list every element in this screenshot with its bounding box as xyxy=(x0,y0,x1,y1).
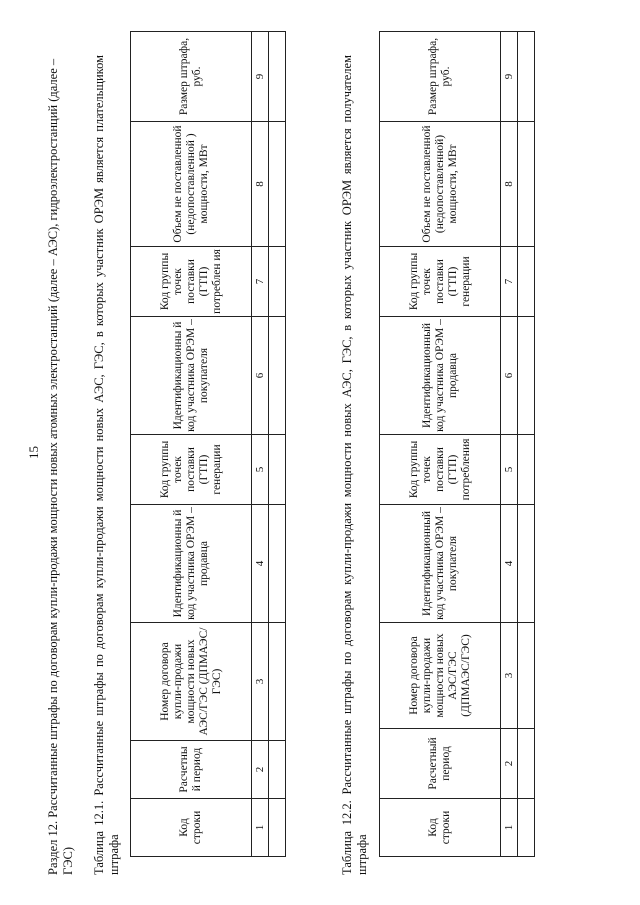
empty-cell xyxy=(518,122,535,247)
header-cell: Номер договора купли-продажи мощности новых АЭС/ГЭС (ДПМАЭС/ГЭС) xyxy=(380,623,501,729)
empty-cell xyxy=(518,435,535,505)
header-cell: Объем не поставленной (недопоставленной) мощности, МВт xyxy=(380,122,501,247)
column-number: 2 xyxy=(501,729,518,799)
column-number: 9 xyxy=(501,32,518,122)
header-cell: Идентификационны й код участника ОРЭМ – покупателя xyxy=(131,317,252,435)
penalty-table-recipient xyxy=(379,31,535,857)
header-cell: Объем не поставленной (недопоставленной ) мощности, МВт xyxy=(131,122,252,247)
empty-cell xyxy=(518,505,535,623)
empty-cell xyxy=(269,505,286,623)
empty-cell xyxy=(518,32,535,122)
empty-cell xyxy=(518,317,535,435)
column-number: 1 xyxy=(252,799,269,857)
empty-cell xyxy=(269,32,286,122)
header-cell: Размер штрафа, руб. xyxy=(380,32,501,122)
column-number: 7 xyxy=(252,247,269,317)
column-number: 8 xyxy=(252,122,269,247)
table-header-row xyxy=(380,32,501,857)
column-number: 6 xyxy=(501,317,518,435)
column-number: 3 xyxy=(501,623,518,729)
empty-cell xyxy=(518,247,535,317)
column-number: 4 xyxy=(252,505,269,623)
header-cell: Код строки xyxy=(131,799,252,857)
table-caption-12-2: Таблица 12.2. Рассчитанные штрафы по договорам купли-продажи мощности новых АЭС, ГЭС, в которых участник ОРЭМ является получателем штрафа xyxy=(340,55,369,875)
header-cell: Код группы точек поставки (ГТП) потреблен ия xyxy=(131,247,252,317)
empty-data-row xyxy=(269,32,286,857)
column-number: 6 xyxy=(252,317,269,435)
empty-cell xyxy=(269,122,286,247)
empty-cell xyxy=(269,435,286,505)
column-number-row xyxy=(252,32,269,857)
section-title: Раздел 12. Рассчитанные штрафы по договорам купли-продажи мощности новых атомных электростанций (далее – АЭС), гидроэлектростанций (далее – ГЭС) xyxy=(46,58,75,875)
empty-cell xyxy=(269,799,286,857)
header-cell: Расчетны й период xyxy=(131,741,252,799)
column-number: 7 xyxy=(501,247,518,317)
column-number-row xyxy=(501,32,518,857)
empty-cell xyxy=(269,247,286,317)
empty-cell xyxy=(518,623,535,729)
column-number: 4 xyxy=(501,505,518,623)
header-cell: Код группы точек поставки (ГТП) генерации xyxy=(131,435,252,505)
empty-cell xyxy=(269,317,286,435)
page-number: 15 xyxy=(26,446,41,459)
header-cell: Идентификационный код участника ОРЭМ –покупателя xyxy=(380,505,501,623)
header-cell: Размер штрафа, руб. xyxy=(131,32,252,122)
column-number: 5 xyxy=(252,435,269,505)
column-number: 8 xyxy=(501,122,518,247)
header-cell: Идентификационный код участника ОРЭМ –продавца xyxy=(380,317,501,435)
header-cell: Код группы точек поставки (ГТП) генерации xyxy=(380,247,501,317)
header-cell: Расчетный период xyxy=(380,729,501,799)
header-cell: Номер договора купли-продажи мощности новых АЭС/ГЭС (ДПМАЭС/ГЭС) xyxy=(131,623,252,741)
column-number: 5 xyxy=(501,435,518,505)
empty-cell xyxy=(269,741,286,799)
empty-cell xyxy=(269,623,286,741)
column-number: 3 xyxy=(252,623,269,741)
empty-cell xyxy=(518,799,535,857)
header-cell: Код строки xyxy=(380,799,501,857)
header-cell: Код группы точек поставки (ГТП) потребления xyxy=(380,435,501,505)
empty-cell xyxy=(518,729,535,799)
table-header-row xyxy=(131,32,252,857)
empty-data-row xyxy=(518,32,535,857)
column-number: 9 xyxy=(252,32,269,122)
table-caption-12-1: Таблица 12.1. Рассчитанные штрафы по договорам купли-продажи мощности новых АЭС, ГЭС, в которых участник ОРЭМ является плательщиком штрафа xyxy=(92,55,121,875)
penalty-table-payer xyxy=(130,31,286,857)
header-cell: Идентификационны й код участника ОРЭМ – продавца xyxy=(131,505,252,623)
column-number: 2 xyxy=(252,741,269,799)
column-number: 1 xyxy=(501,799,518,857)
